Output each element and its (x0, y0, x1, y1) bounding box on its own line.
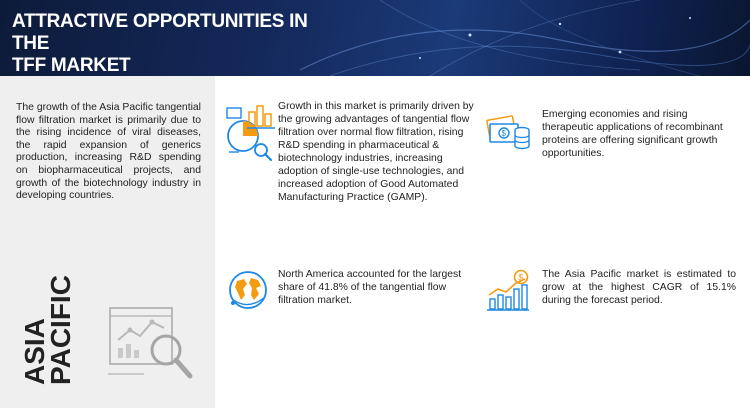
analytics-icon (225, 102, 277, 164)
card-growth-drivers-text: Growth in this market is primarily driven by the growing advantages of tangential flow filtration over normal flow filtration, rising R&D spending in pharmaceutical & biotechnology industries, increasing adoption of single-use technologies, and increased adoption of Good Automated Manufacturing Practice (GAMP). (278, 101, 474, 203)
svg-text:$: $ (518, 272, 524, 283)
region-label (19, 275, 76, 385)
page-title (12, 11, 342, 76)
region-description: The growth of the Asia Pacific tangential flow filtration market is primarily due to the rising incidence of viral diseases, the rapid expansion of generics production, increasing R&D spending on biopharmaceutical projects, and growth of the biotechnology industry in developing countries. (16, 102, 201, 202)
svg-text:$: $ (501, 129, 506, 138)
card-growth-drivers (225, 100, 480, 250)
card-north-america-text: North America accounted for the largest share of 41.8% of the tangential flow filtration market. (278, 269, 462, 306)
title-line-1: ATTRACTIVE OPPORTUNITIES IN THE (12, 11, 308, 54)
region-label-line-2: PACIFIC (45, 275, 76, 385)
magnifier-chart-icon (104, 300, 196, 382)
money-coins-icon (486, 108, 532, 152)
card-north-america (225, 268, 480, 328)
card-opportunities-text: Emerging economies and rising therapeutic applications of recombinant proteins are offering significant growth opportunities. (542, 109, 723, 159)
region-label-line-1: ASIA (19, 318, 50, 385)
card-opportunities (486, 108, 736, 168)
header-banner (0, 0, 750, 76)
growth-chart-icon (486, 269, 530, 313)
title-line-2: TFF MARKET (12, 55, 131, 76)
card-asia-pacific-cagr (486, 268, 736, 328)
card-asia-pacific-cagr-text: The Asia Pacific market is estimated to grow at the highest CAGR of 15.1% during the forecast period. (542, 269, 736, 306)
globe-icon (227, 269, 269, 311)
